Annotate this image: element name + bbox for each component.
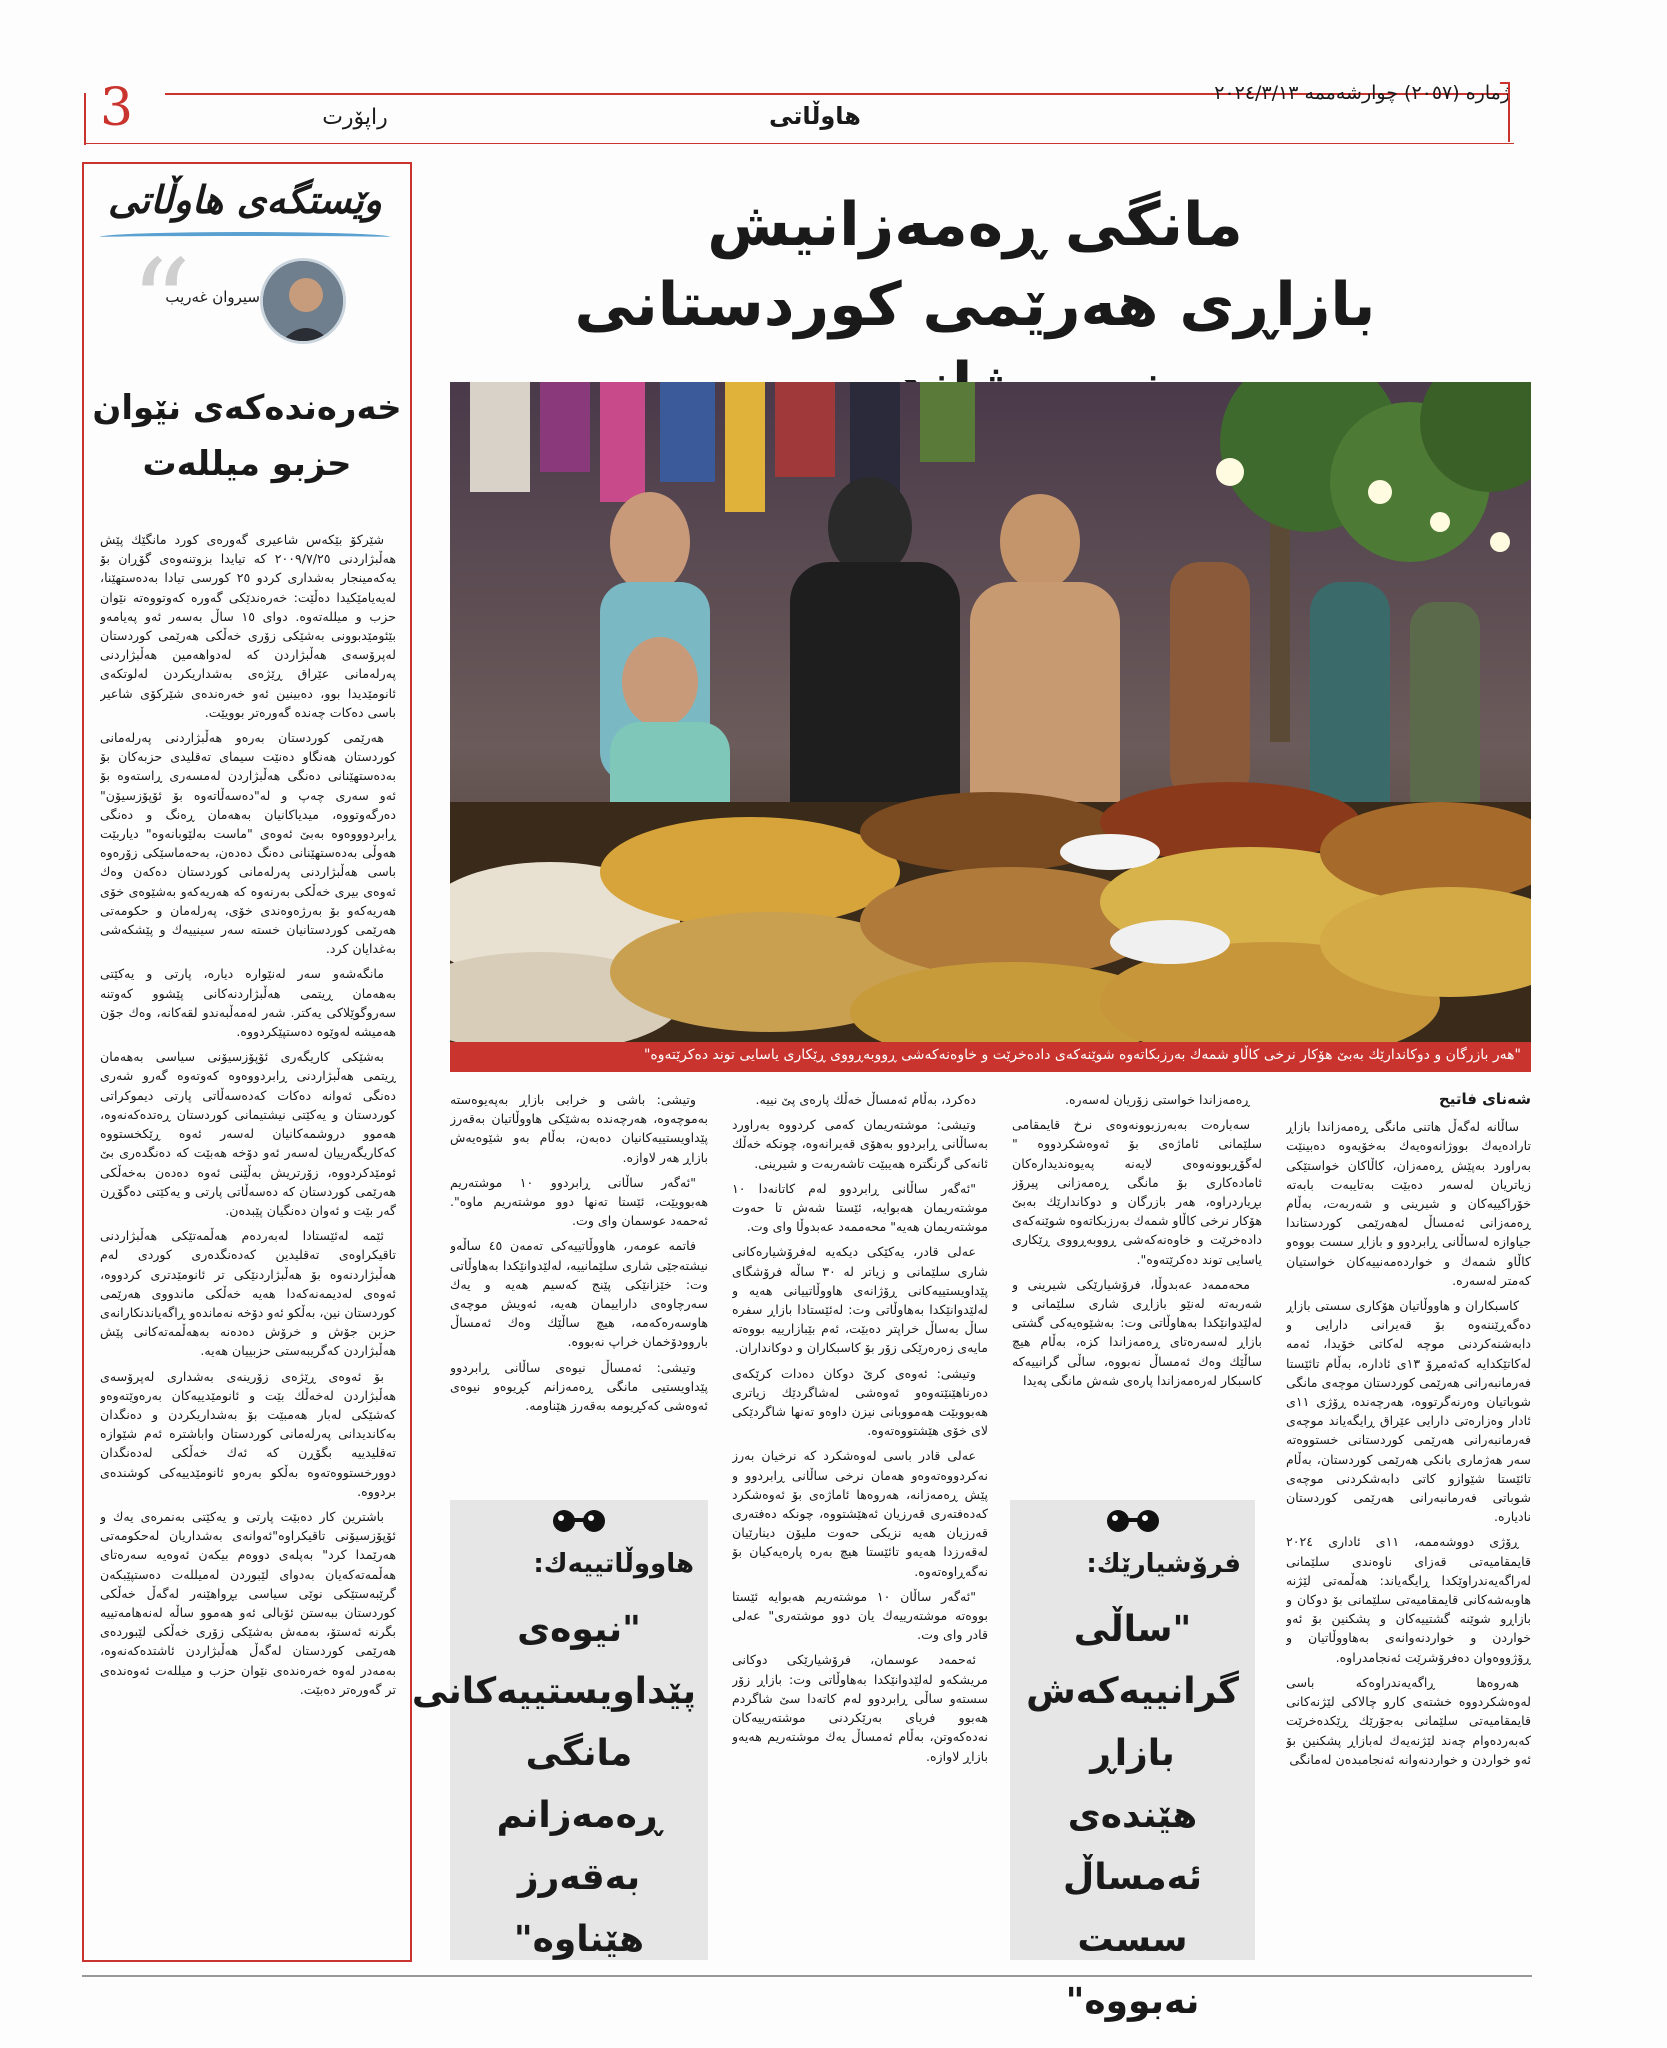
byline: شەنای فاتیح: [1438, 1090, 1531, 1108]
pull-quote-speaker: هاووڵاتییەك:: [533, 1549, 694, 1579]
article-paragraph: كاسبكاران و هاووڵاتیان هۆكاری سستی بازاڕ دەگەڕێننەوە بۆ قەیرانی دارایی و دابەشنەكردنی موچە لەكاتی خۆیدا، ئەمە لەكاتێكدایە كەئەمڕۆ ١٣ی ئادارە، بەڵام تائێستا فەرمانبەرانی هەرێمی كوردستان موچەی مانگی شوباتیان وەرنەگرتووە، هەرچەندە ڕۆژی ١١ی ئادار وەزارەتی دارایی عێراق ڕایگەیاند موچەی فەرمانبەرانی هەرێمی كوردستانی خستووەتە سەر هەژماری بانكی هەرێمی كوردستان، بەڵام تائێستا شێوازو كاتی دابەشكردنی موچەی شوباتی فەرمانبەرانی هەرێمی كوردستان نادیارە.: [1286, 1298, 1531, 1525]
pull-quote-text: "ساڵی گرانییەكەش بازاڕ هێندەی ئەمساڵ سست نەبووە": [1026, 1609, 1239, 2022]
article-paragraph: دەكرد، بەڵام ئەمساڵ خەڵك پارەی پێ نییە.: [755, 1092, 976, 1107]
article-paragraph: وتیشی: ئەمساڵ نیوەی ساڵانی ڕابردوو پێداویستیی مانگی ڕەمەزانم كڕیوەو نیوەی ئەوەشی كەكڕیومە بەقەرز هێناومە.: [450, 1359, 708, 1414]
article-paragraph: فاتمە عومەر، هاووڵاتییەكی تەمەن ٤٥ ساڵەو نیشتەجێی شاری سلێمانییە، لەلێدوانێكدا بەهاوڵاتی وت: خێزانێكی پێنج كەسیم هەیە و یەك سەرچاوەی داراییمان هەیە، ئەویش موچەی هاوسەرەكەمە، هیچ ساڵێك وەك ئەمساڵ باروودۆخمان خراپ نەبووە.: [450, 1238, 708, 1350]
header-bottom-rule: [84, 143, 1514, 144]
article-column-4: [450, 1090, 708, 1480]
sidebar-headline-line-1: خەرەندەکەی نێوان: [92, 388, 402, 428]
sidebar-title: وێستگەی هاوڵاتی: [108, 178, 382, 222]
quote-mark-icon: “: [130, 235, 192, 374]
article-paragraph: ڕۆژی دووشەممە، ١١ی ئاداری ٢٠٢٤ قایمقامیەتی قەزای ناوەندی سلێمانی لەراگەیەندراوێكدا ڕایگەیاند: هەڵمەتی لێژنە هاوبەشەكانی قایمقامیەتی سلێمانی بۆ دوكان و بازاڕو شوێنە گشتییەكان و پشكنین بۆ ئەو خواردن و خواردنەوانەی بەهاووڵاتیان و ڕۆژووەوان دەفرۆشرێت ئەنجامدراوە.: [1286, 1534, 1531, 1665]
header-left-frame: [84, 93, 94, 145]
sidebar-body: [100, 530, 396, 1940]
pull-quote-speaker: فرۆشیارێك:: [1086, 1549, 1241, 1579]
market-photo: [450, 382, 1531, 1042]
pull-quote-seller: [1010, 1500, 1255, 2022]
sidebar-paragraph: بەشێکی کاریگەری ئۆپۆزسیۆنی سیاسی بەهەمان ڕیتمی هەڵبژاردنی ڕابردووەوە کەوتەوە گەرو شەری دەنگی ئەوانە دەکات کەدەسەڵاتی پارتی دیموکراتی کوردستان و یەکێتی نیشتیمانی کوردستان ڕەتدەکەنەوە، هەموو دروشمەکانیان لەسەر ئەوە ڕێکخستووە کەکاریگەرییان لەسەر ئەو دۆخە هەبێت کە دەنگدەری بێ ئومێدکردووە، زۆرتریش بەڵێنی ئەوە دەدەن بەخەڵکی هەرێمی کوردستان کە دەسەڵاتی پارتی و یەکێتی دەگۆڕن گەر بێت و ئەوان دەنگیان پێبدەن.: [100, 1049, 396, 1218]
page-number: 3: [100, 78, 134, 138]
sidebar-paragraph: مانگەشەو سەر لەنێوارە دیارە، پارتی و یەکێتی بەهەمان ڕیتمی هەڵبژاردنەکانی پێشوو کەوتنە سەروگوێلاکی یەکتر. شەر لەمەڵبەندو لقەکانە، وەك جۆن هەمیشە لەوێوە دەستپێکردووە.: [100, 966, 396, 1040]
sidebar-paragraph: بۆ ئەوەی ڕێژەی زۆرینەی بەشداری لەپرۆسەی هەڵبژاردن لەخەڵك بێت و ئانومێدییەکان بەرەوێتەوەو کەشێکی لەبار هەمبێت بۆ بەشداریکردن و دەنگدان بەکاندیدانی پەرلەمانی کوردستان واباشترە ئەم شێوازە تەقلیدییە بگۆڕن کە ئەك خەڵکی لەدەنگدان دوورخستووەتەوە بەڵکو بەرەو ئانومێدییەکی کوشندەی بردووە.: [100, 1368, 396, 1499]
article-paragraph: هەروەها ڕاگەیەندراوەكە باسی لەوەشكردووە خشتەی كارو چالاكی لێژنەكانی قایمقامیەتی سلێمانی بەجۆرێك ڕێكدەخرێت كەبەردەوام چەند لێژنەیەك لەبازاڕ پشكنین بۆ ئەو خواردن و خواردنەوانە ئەنجامبدەن لەمانگی: [1286, 1674, 1531, 1767]
sidebar-paragraph: باشترین کار دەبێت پارتی و یەکێتی بەنمرەی یەك و ئۆپۆزسیۆنی تاقیکراوە"ئەوانەی بەشداریان لەحکومەتی هەرێمدا کرد" بەپلەی دووەم بیکەن ئەوەیە سەرەتای هەڵمەتەکەیان بەدوای لێبوردن لەمیللەت دەستپێبکەن گرێبەستێکی نوێی سیاسی بڕواهێنەر لەگەڵ خەڵکی کوردستان ببەستن ئۆبالی ئەو هەموو ساڵە لەنەهامەتییە بگرنە ئەستۆ، بەمەش بەشێکی زۆری خەڵکی لێبوردەی هەرێمی کوردستان لەگەڵ هەڵبژاردن ئاشتدەکەنەوە، بەمەدر لەوە خەرەندەی نێوان حزب و میللەت ئەوەندەی تر گەورەتر دەبێت.: [100, 1508, 396, 1697]
header-right-frame: [1500, 82, 1510, 142]
article-paragraph: "ئەگەر ساڵان ١٠ موشتەریم هەبوایە ئێستا بووەتە موشتەرییەك یان دوو موشتەری" عەلی قادر وای وت.: [732, 1588, 988, 1643]
footer-rule: [82, 1975, 1532, 1977]
issue-info: ژمارە (٢٠٥٧) چوارشەممە ٢٠٢٤/٣/١٣: [1214, 82, 1510, 104]
sidebar-paragraph: شێرکۆ بێکەس شاعیری گەورەی کورد مانگێك پێش هەڵبژاردنی ٢٠٠٩/٧/٢٥ کە تیایدا بزوتنەوەی گۆڕان بۆ یەکەمینجار بەشداری کردو ٢٥ کورسی تیادا بەدەستهێنا، لەیەیامێکیدا دەڵێت: خەرەندێکی گەورە کەوتووەتە نێوان حزب و میللەتەوە. دوای ١٥ ساڵ بەسەر ئەو پەیامەو بێئومێدبوونی بەشێکی زۆری خەڵکی هەرێمی کوردستان لەپرۆسەی هەڵبژاردن کە لەدواهەمین هەڵبژاردنی پەرلەمانی عێراق ڕێژەی بەشداریکردن لەلوتکەی ئانومێدیدا بوو، دەبینین ئەو خەرەندەی شێرکۆی شاعیر باسی دەکات چەندە گەورەتر بوویێت.: [100, 532, 396, 720]
photo-caption: "هەر بازرگان و دوکاندارێك بەبێ هۆكار نرخی كاڵاو شمەك بەرزبكاتەوە شوێنەكەی دادەخرێت و خاوەنەكەشی ڕووبەڕووی ڕێكاری یاسایی توند دەكرێتەوە": [450, 1042, 1531, 1072]
article-paragraph: سەبارەت بەبەرزبوونەوەی نرخ قایمقامی سلێمانی ئاماژەی بۆ ئەوەشكردووە " لەگۆڕبوونەوەی لایەنە پەیوەندیدارەكان ئامادەكاری بۆ مانگی ڕەمەزانی پیرۆز بڕیاردراوە، هەر بازرگان و دوكاندارێك بەبێ هۆكار نرخی كاڵاو شمەك بەرزبكاتەوە شوێنەكەی دادەخرێت و خاوەنەكەشی ڕووبەڕووی ڕێكاری یاسایی توند دەكرێتەوە".: [1012, 1117, 1262, 1267]
sidebar-headline: [92, 380, 402, 492]
article-paragraph: وتیشی: موشتەریمان كەمی كردووە بەراورد بەساڵانی ڕابردوو بەهۆی قەیرانەوە، چونكە خەڵك ئانەكی گرنگترە هەیبێت تاشەربەت و شیرینی.: [732, 1117, 988, 1171]
sidebar-headline-line-2: حزبو میللەت: [142, 444, 352, 484]
headline-line-2: بازاڕی هەرێمی کوردستانی: [574, 270, 1376, 340]
masthead-logo: هاوڵاتی: [769, 102, 861, 130]
section-name: راپۆرت: [322, 105, 388, 130]
article-column-1: [1286, 1090, 1531, 1960]
article-paragraph: وتیشی: باشی و خرابی بازاڕ بەپەیوەستە بەموچەوە، هەرچەندە بەشێكی هاووڵاتیان بەقەرز پێداویستییەكانیان دەبەن، بەڵام بەو شێوەیەش بازاڕ هەر لاوازە.: [450, 1092, 708, 1165]
article-paragraph: "ئەگەر ساڵانی ڕابردوو لەم كاتانەدا ١٠ موشتەریمان هەبوایە، ئێستا شەش تا حەوت موشتەریمان هەیە" محەممەد عەبدوڵا وای وت.: [732, 1180, 988, 1235]
author-name: سیروان غەریب: [165, 288, 260, 306]
headline-line-1: مانگی ڕەمەزانیش: [707, 190, 1243, 260]
author-avatar: [260, 258, 346, 344]
article-paragraph: عەلی قادر، یەكێكی دیكەیە لەفرۆشیارەكانی شاری سلێمانی و زیاتر لە ٣٠ ساڵە فرۆشگای پێداویستییەكانی ڕۆژانەی هاووڵاتییانی هەیە و لەلێدوانێكدا بەهاوڵاتی وت: لەئێستادا بازاڕ سفرە ساڵ بەساڵ خراپتر دەبێت، ئەم بێبازارییە بووەتە مایەی زەرەرێكی زۆر بۆ كاسبكاران و دوكانداران.: [732, 1244, 988, 1356]
pull-quote-citizen: [411, 1500, 708, 1960]
article-paragraph: ئەحمەد عوسمان، فرۆشیارێكی دوكانی مریشكەو لەلێدوانێكدا بەهاوڵاتی وت: بازاڕ زۆر سستەو ساڵی ڕابردوو لەم كاتەدا سێ شاگردم هەبوو فریای بەرێكردنی موشتەرییەكان نەدەكەوتن، بەڵام ئەمساڵ یەك موشتەریم هەیەو بازاڕ لاوازە.: [732, 1652, 988, 1764]
sidebar-paragraph: هەرێمی کوردستان بەرەو هەڵبژاردنی پەرلەمانی کوردستان هەنگاو دەنێت سیمای تەقلیدی حزبەکان بۆ بەدەستهێنانی دەنگی هەڵبژاردن لەمسەری ڕاستەوە بۆ ئەو سەری چەپ و لە"دەسەڵاتەوە بۆ ئۆپۆزسیۆن" دەرگەوتووە، میدیاکانیان بەهەمان ڕەنگ و دەنگی ڕابردوووەوە بەبێ ئەوەی "ماست بەلێوبانەوە" دیاربێت هەوڵی بەدەستهێنانی دەنگ دەدەن، بەحەماسێکی زۆرەوە باسی هەڵبژاردنی پەرلەمانی کوردستان دەکەن وەك ئەوەی بیری خەڵکی بەرنەوە کە هەریەکەو بەشێوەی خۆی هەریەکەو بۆ بەرژەوەندی خۆی، پەرلەمان و حکومەتی هەرێمی کوردستانیان خستە سەر سینییەك و پێشکەشی بەغدایان کرد.: [100, 730, 396, 957]
article-paragraph: ڕەمەزاندا خواستی زۆریان لەسەرە.: [1064, 1092, 1250, 1107]
article-paragraph: وتیشی: ئەوەی كرێ دوكان دەدات كرێكەی دەرناهێنێتەوەو ئەوەشی لەشاگردێك زیاتری هەبووبێت هەمووبانی نیزن داوەو تەنها شاگردێكی لای خۆی هێشتووەتەوە.: [732, 1365, 988, 1439]
article-column-2: [1012, 1090, 1262, 1490]
pull-quote-text: "نیوەی پێداویستییەكانی مانگی ڕەمەزانم بەقەرز هێناوە": [411, 1609, 696, 1960]
article-paragraph: "ئەگەر ساڵانی ڕابردوو ١٠ موشتەریم هەبوویێت، ئێستا تەنها دوو موشتەریم ماوە". ئەحمەد عوسمان وای وت.: [450, 1174, 708, 1229]
article-column-3: [732, 1090, 988, 1960]
article-paragraph: عەلی قادر باسی لەوەشكرد كە نرخیان بەرز نەكردووەتەوەو هەمان نرخی ساڵانی ڕابردوو و پێش ڕەمەزانە، هەروەها ئاماژەی بۆ ئەوەشكرد كەدەفتەری قەرزیان ئەهێشتووە، چونكە دەفتەری قەرزیان هەیە نزیكی حەوت ملیۆن دینارێیان لەقەرزدا هەیەو تائێستا هیچ بەرە پارەیەكیان بۆ نەگەڕاوەتەوە.: [732, 1448, 988, 1579]
glasses-icon: [450, 1508, 708, 1541]
sidebar-paragraph: ئێمە لەئێستادا لەبەردەم هەڵمەتێکی هەڵبژاردنی تاقیکراوەی تەقلیدین کەدەنگدەری کوردی لەم هەڵبژاردنەوە بۆ هەڵبژاردنێکی تر ئانومێدتری کردووە، ئەوەی لەدیمەنەکەدا هەیە خەڵکی ماندووی هەرێمی کوردستان نین، بەڵکو ئەو دۆخە نەماندەو ڕاگەیاندنکارانەی حزبن جۆش و خرۆش دەدەنە بەهەڵمەتەکانی پێش هەڵبژاردن کەگریبەستی حزبییان هەیە.: [100, 1228, 396, 1359]
glasses-icon: [1010, 1508, 1255, 1541]
article-paragraph: ساڵانە لەگەڵ هاتنی مانگی ڕەمەزاندا بازاڕ تارادەیەك بووژانەوەیەك بەخۆیەوە دەبینێت بەراورد بەپێش ڕەمەزان، كاڵاكان خواستێكی زیاتریان لەسەر دەبێت بەتایبەت بابەتە خۆراكییەكان و شیرینی و شەربەت، بەڵام ڕەمەزانی ئەمساڵ لەهەرێمی كوردستاندا جیاوازە لەساڵانی ڕابردوو و بازاڕ سست بووەو كاڵاو شمەك و خواردەمەنییەكان خواستیان كەمتر لەسەرە.: [1286, 1119, 1531, 1288]
article-paragraph: محەممەد عەبدوڵا، فرۆشیارێكی شیرینی و شەربەتە لەنێو بازاڕی شاری سلێمانی و لەلێدوانێكدا بەهاوڵاتی وت: بەشێوەیەكی گشتی بازاڕ لەسەرەتای ڕەمەزاندا كزە، بەڵام هیچ ساڵێك وەك ئەمساڵ نەبووە، ساڵی گرانییەكە كاسبكار لەرەمەزاندا پارەی شەش مانگی پەیدا: [1012, 1276, 1262, 1388]
